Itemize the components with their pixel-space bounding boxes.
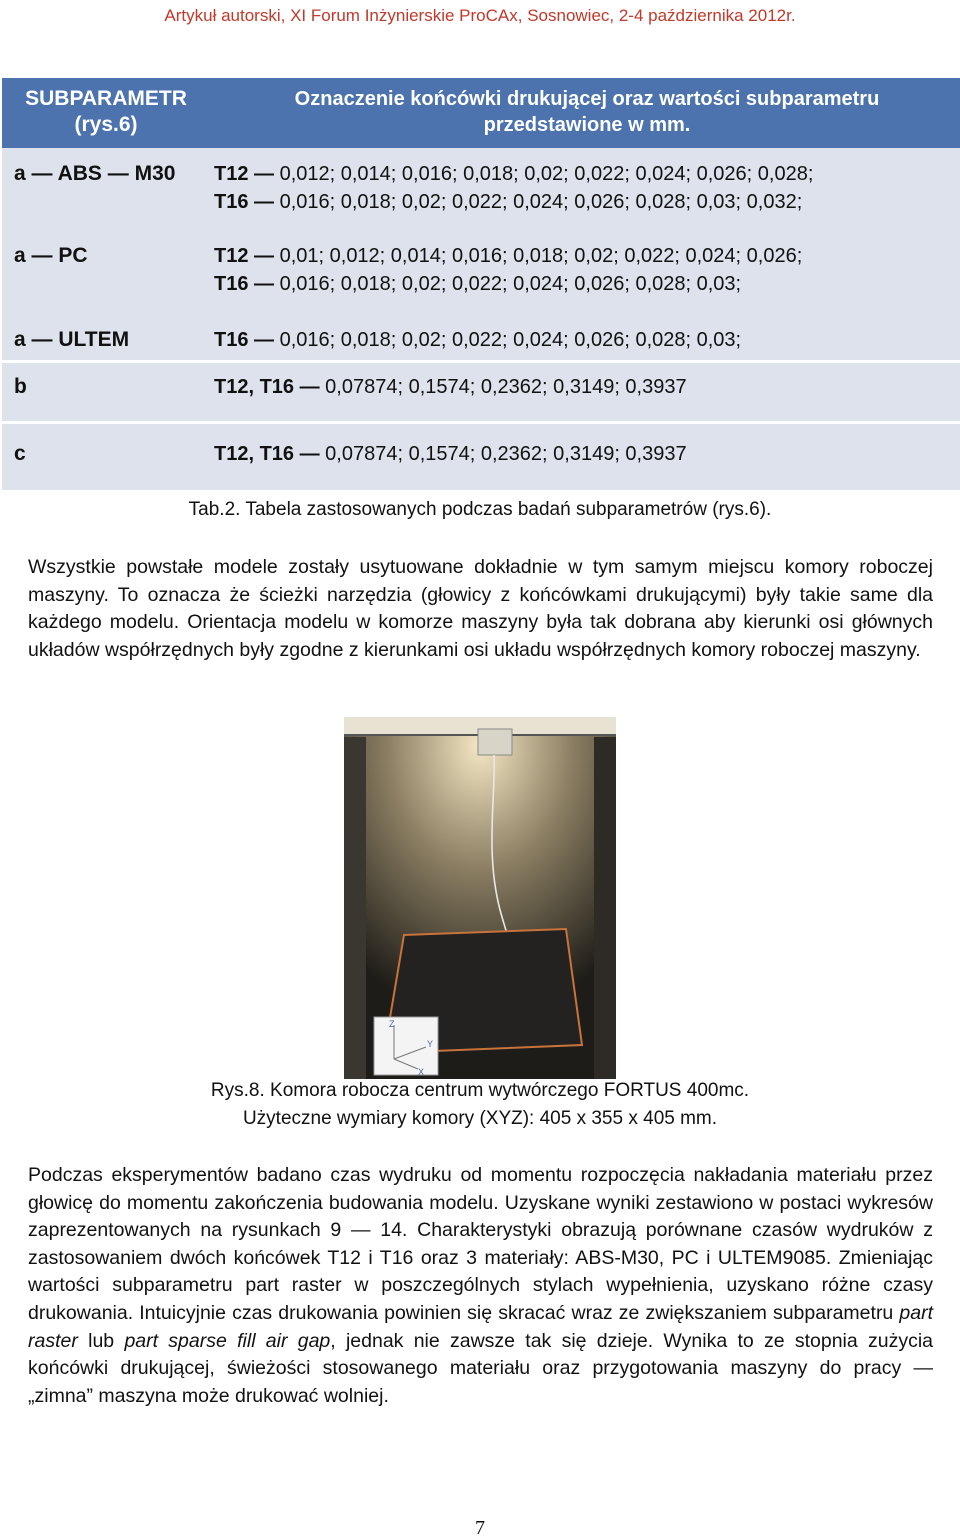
chamber-illustration — [344, 717, 616, 1079]
row-values — [198, 160, 960, 216]
value-line: T16 — 0,016; 0,018; 0,02; 0,022; 0,024; 0,026; 0,028; 0,03; 0,032; — [214, 191, 803, 213]
row-label: a — ULTEM — [14, 328, 130, 351]
value-line: T16 — 0,016; 0,018; 0,02; 0,022; 0,024; 0,026; 0,028; 0,03; — [214, 329, 742, 351]
value-line: T16 — 0,016; 0,018; 0,02; 0,022; 0,024; 0,026; 0,028; 0,03; — [214, 273, 742, 295]
table-row — [2, 148, 960, 222]
value-line: T12 — 0,012; 0,014; 0,016; 0,018; 0,02; 0,022; 0,024; 0,026; 0,028; — [214, 163, 814, 185]
figure-caption: Rys.8. Komora robocza centrum wytwórczego FORTUS 400mc. — [210, 1080, 750, 1101]
table-row — [2, 222, 960, 304]
axis-y-label: Y — [427, 1039, 434, 1049]
row-values — [198, 242, 960, 298]
table-header-row — [2, 78, 960, 148]
value-line: T12, T16 — 0,07874; 0,1574; 0,2362; 0,3149; 0,3937 — [214, 443, 687, 465]
row-values — [198, 440, 960, 468]
value-line: T12 — 0,01; 0,012; 0,014; 0,016; 0,018; 0,02; 0,022; 0,024; 0,026; — [214, 245, 803, 267]
row-label: c — [14, 442, 26, 465]
chamber-photo — [344, 717, 616, 1079]
row-label: b — [14, 375, 27, 398]
subparameter-table — [2, 78, 960, 490]
body-paragraph: Wszystkie powstałe modele zostały usytuowane dokładnie w tym samym miejscu komory roboczej maszyny. To oznacza że ścieżki narzędzia (głowicy z końcówkami drukującymi) były takie same dla każdego modelu. Orientacja modelu w komorze maszyny była tak dobrana aby kierunki osi głównych układów współrzędnych były zgodne z kierunkami osi układu współrzędnych komory roboczej maszyny. — [28, 556, 933, 661]
table-caption: Tab.2. Tabela zastosowanych podczas badań subparametrów (rys.6). — [188, 499, 772, 520]
page-header: Artykuł autorski, XI Forum Inżynierskie ProCAx, Sosnowiec, 2-4 października 2012r. — [164, 6, 796, 25]
axis-z-label: Z — [389, 1019, 395, 1029]
axis-x-label: X — [418, 1067, 425, 1077]
header-line: przedstawione w mm. — [483, 114, 691, 136]
row-label: a — ABS — M30 — [14, 162, 176, 185]
row-values — [198, 326, 960, 354]
figure-caption: Użyteczne wymiary komory (XYZ): 405 x 355 x 405 mm. — [242, 1108, 718, 1129]
table-header-values — [198, 78, 960, 148]
table-header-subparameter — [2, 78, 198, 148]
header-line: SUBPARAMETR — [25, 87, 187, 110]
header-line: (rys.6) — [74, 113, 138, 136]
value-line: T12, T16 — 0,07874; 0,1574; 0,2362; 0,3149; 0,3937 — [214, 376, 687, 398]
table-row — [2, 424, 960, 490]
row-values — [198, 373, 960, 401]
table-row — [2, 363, 960, 424]
table-row — [2, 304, 960, 363]
body-paragraph: Podczas eksperymentów badano czas wydruku od momentu rozpoczęcia nakładania materiału przez głowicę do momentu zakończenia budowania modelu. Uzyskane wyniki zestawiono w postaci wykresów zaprezentowanych na rysunkach 9 — 14. Charakterystyki obrazują porównane czasów wydruków z zastosowaniem dwóch końcówek T12 i T16 oraz 3 materiały: ABS-M30, PC i ULTEM9085. Zmieniając wartości subparametru part raster w poszczególnych stylach wypełnienia, uzyskano różne czasy drukowania. Intuicyjnie czas drukowania powinien się skracać wraz ze zwiększaniem subparametru part raster lub part sparse fill air gap, jednak nie zawsze tak się dzieje. Wynika to ze stopnia zużycia końcówki drukującej, świeżości stosowanego materiału oraz przygotowania maszyny do pracy — „zimna” maszyna może drukować wolniej. — [28, 1164, 934, 1407]
page-number: 7 — [475, 1517, 485, 1539]
header-line: Oznaczenie końcówki drukującej oraz wartości subparametru — [294, 88, 880, 110]
row-label: a — PC — [14, 244, 88, 267]
